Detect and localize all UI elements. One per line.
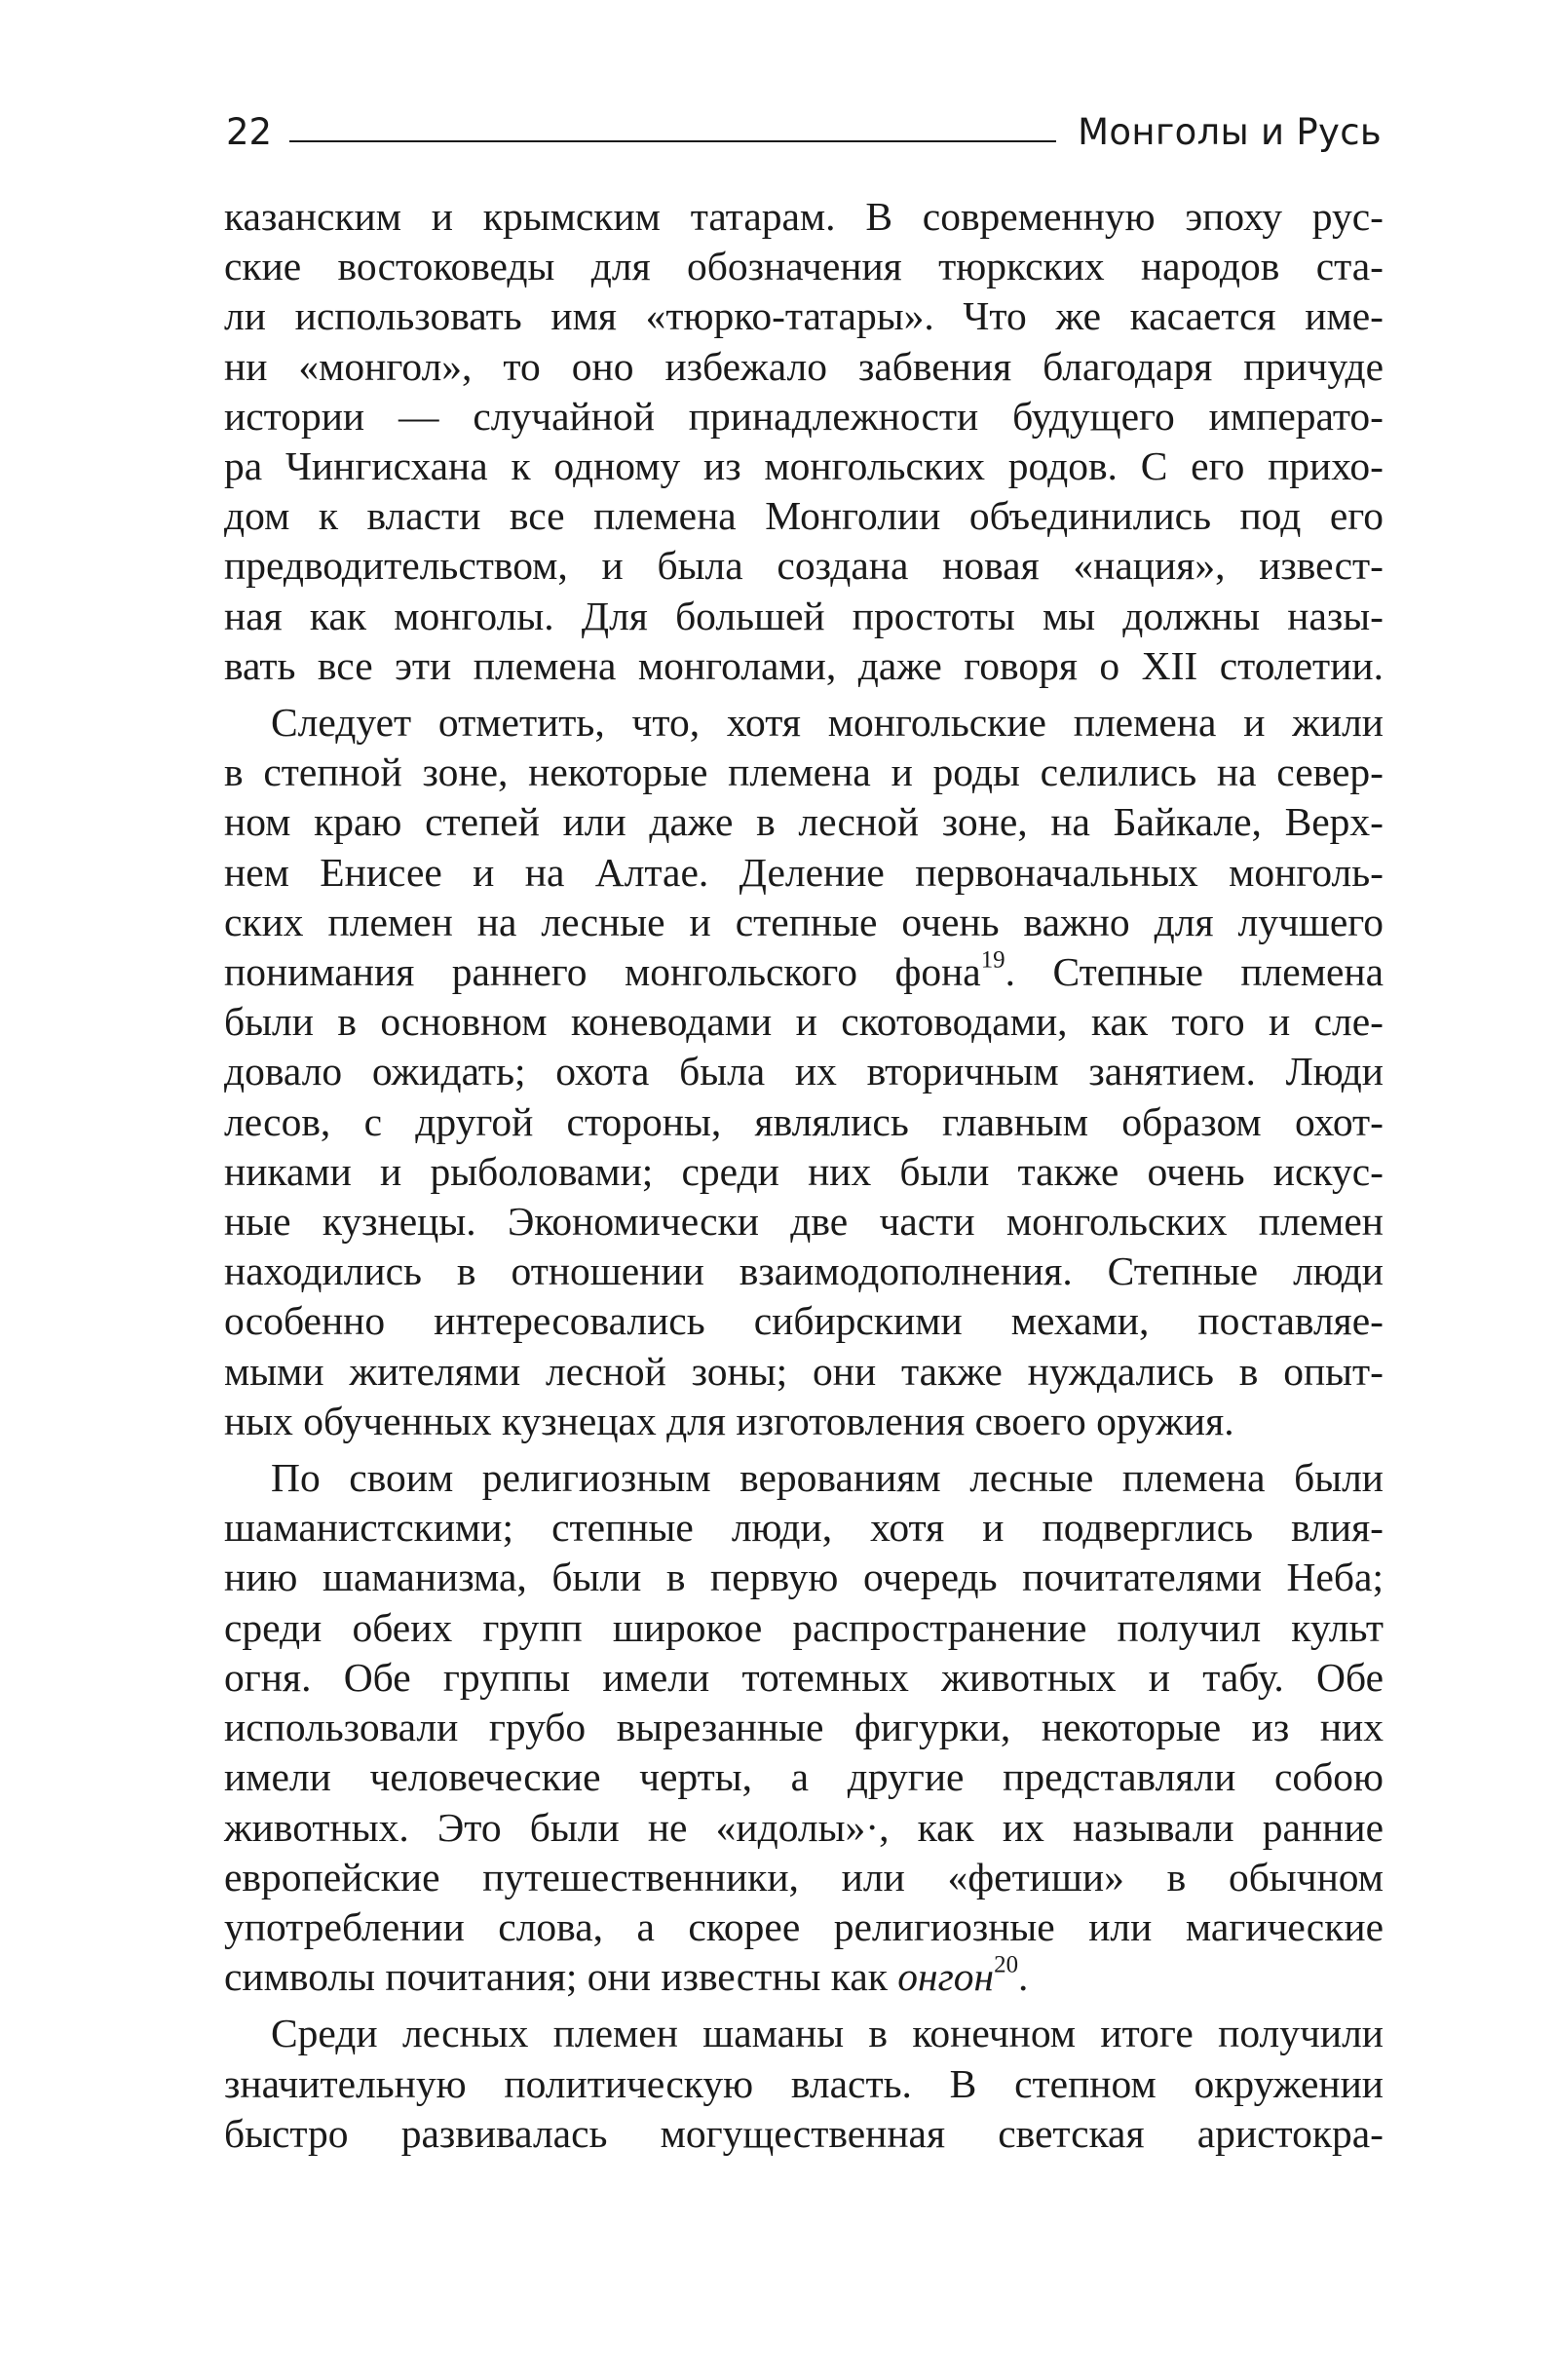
text-line: лесов, с другой стороны, являлись главным образом охот-: [224, 1098, 1384, 1144]
text-line: дом к власти все племена Монголии объединились под его: [224, 493, 1384, 539]
running-title: Монголы и Русь: [1078, 111, 1382, 153]
text-line: истории — случайной принадлежности будущего императо-: [224, 393, 1384, 439]
text-line: По своим религиозным верованиям лесные племена были: [271, 1455, 1384, 1501]
text-line: предводительством, и была создана новая «нация», извест-: [224, 543, 1384, 589]
text-line: никами и рыболовами; среди них были также очень искус-: [224, 1148, 1384, 1194]
text-line: ских племен на лесные и степные очень важно для лучшего: [224, 899, 1384, 944]
text-line: значительную политическую власть. В степном окружении: [224, 2060, 1384, 2106]
text-line: нию шаманизма, были в первую очередь почитателями Неба;: [224, 1555, 1384, 1600]
text-segment: .: [1018, 1954, 1029, 2000]
paragraph-4: [224, 2009, 1384, 2159]
text-segment: . Степные племена: [1005, 949, 1384, 995]
running-head: [226, 96, 1382, 153]
text-line: ных обученных кузнецах для изготовления своего оружия.: [224, 1398, 1234, 1443]
text-segment: понимания раннего монгольского фона: [224, 949, 981, 995]
text-line: ли использовать имя «тюрко-татары». Что же касается име-: [224, 293, 1384, 339]
text-line: казанским и крымским татарам. В современную эпоху рус-: [224, 194, 1384, 239]
text-line: были в основном коневодами и скотоводами, как того и сле-: [224, 999, 1384, 1045]
footnote-ref-19[interactable]: 19: [980, 946, 1005, 974]
text-line: ные кузнецы. Экономически две части монгольских племен: [224, 1199, 1384, 1245]
text-line: употреблении слова, а скорее религиозные или магические: [224, 1903, 1384, 1949]
paragraph-2: [224, 698, 1384, 1446]
text-line: европейские путешественники, или «фетиши» в обычном: [224, 1854, 1384, 1900]
text-segment: символы почитания; они известны как: [224, 1954, 888, 2000]
text-line-with-footnote: [224, 947, 1384, 997]
text-line: ские востоковеды для обозначения тюркских народов ста-: [224, 244, 1384, 289]
text-line: Среди лесных племен шаманы в конечном итоге получили: [271, 2011, 1384, 2056]
body-text: [224, 192, 1384, 2159]
paragraph-3: [224, 1453, 1384, 2002]
paragraph-1: [224, 192, 1384, 691]
text-line: ном краю степей или даже в лесной зоне, на Байкале, Верх-: [224, 799, 1384, 845]
text-line: довало ожидать; охота была их вторичным занятием. Люди: [224, 1049, 1384, 1094]
text-line: особенно интересовались сибирскими мехами, поставляе-: [224, 1298, 1384, 1344]
text-line: ная как монголы. Для большей простоты мы должны назы-: [224, 593, 1384, 638]
footnote-ref-20[interactable]: 20: [994, 1951, 1019, 1978]
text-line: ра Чингисхана к одному из монгольских родов. С его прихо-: [224, 443, 1384, 489]
text-line-with-footnote: [224, 1952, 1384, 2002]
text-line: среди обеих групп широкое распространение получил культ: [224, 1604, 1384, 1650]
page-number: 22: [226, 111, 273, 153]
italic-term: онгон: [897, 1954, 995, 2000]
header-rule: [289, 140, 1056, 142]
text-line: быстро развивалась могущественная светская аристокра-: [224, 2110, 1384, 2156]
text-line: вать все эти племена монголами, даже говоря о XII столетии.: [224, 642, 1384, 688]
text-line: имели человеческие черты, а другие представляли собою: [224, 1754, 1384, 1800]
text-line: шаманистскими; степные люди, хотя и подверглись влия-: [224, 1505, 1384, 1551]
text-line: огня. Обе группы имели тотемных животных и табу. Обе: [224, 1654, 1384, 1700]
text-line: ни «монгол», то оно избежало забвения благодаря причуде: [224, 343, 1384, 389]
text-line: нем Енисее и на Алтае. Деление первоначальных монголь-: [224, 849, 1384, 895]
text-line: находились в отношении взаимодополнения. Степные люди: [224, 1248, 1384, 1294]
text-line: в степной зоне, некоторые племена и роды селились на север-: [224, 749, 1384, 795]
text-line: мыми жителями лесной зоны; они также нуждались в опыт-: [224, 1348, 1384, 1394]
text-line: Следует отметить, что, хотя монгольские племена и жили: [271, 700, 1384, 746]
text-line: животных. Это были не «идолы»·, как их называли ранние: [224, 1804, 1384, 1850]
text-line: использовали грубо вырезанные фигурки, некоторые из них: [224, 1705, 1384, 1750]
